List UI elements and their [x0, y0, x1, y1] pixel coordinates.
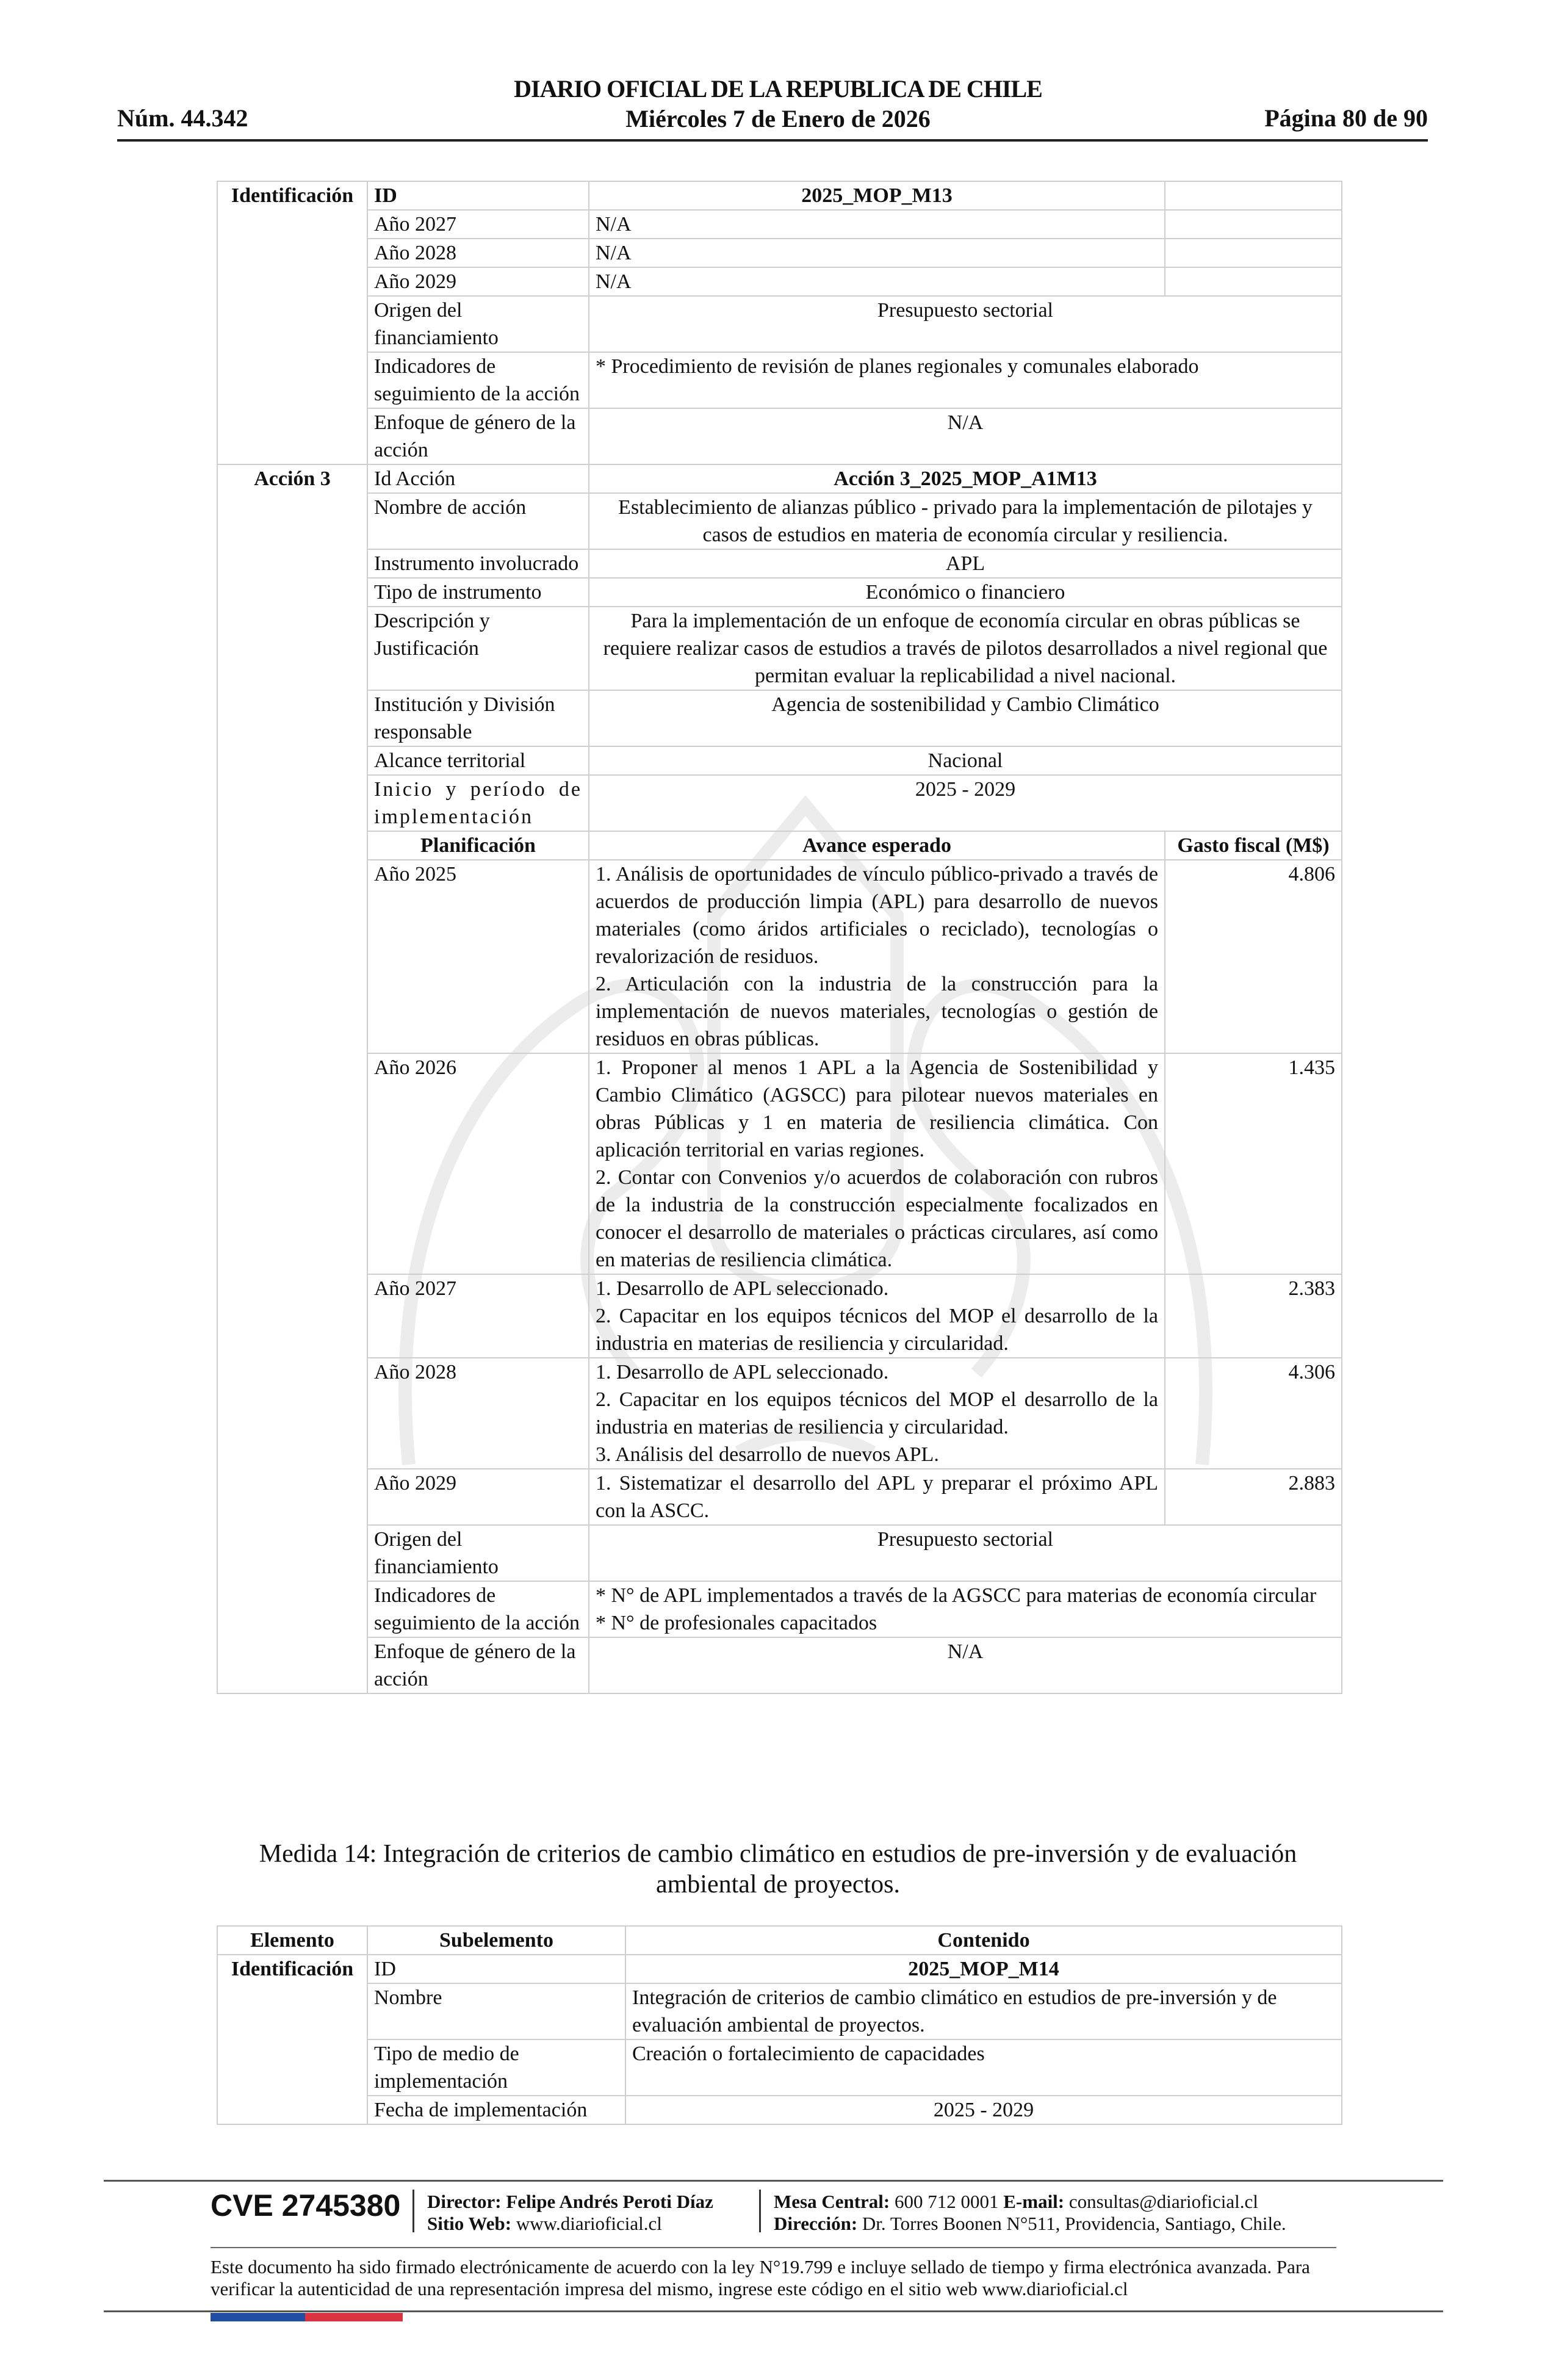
gasto-header: Gasto fiscal (M$) [1165, 831, 1342, 860]
plan-item: 2. Contar con Convenios y/o acuerdos de colaboración con rubros de la industria de la construcción especialmente focalizados en conocer el desarrollo de materiales o prácticas circulares, así como en materias de resiliencia climática. [596, 1166, 1158, 1271]
mesa-line [774, 2191, 1286, 2213]
sitio-label: Sitio Web: [427, 2213, 512, 2234]
medida-14-title: Medida 14: Integración de criterios de cambio climático en estudios de pre-inversión y de evaluación ambiental de proyectos. [259, 1840, 1297, 1899]
descripcion-label: Descripción y Justificación [367, 607, 589, 690]
origen2-label: Origen del financiamiento [367, 1525, 589, 1581]
plan-avance [589, 1274, 1165, 1358]
table-row [217, 831, 1342, 860]
table-row [217, 1469, 1342, 1525]
accion-label: Acción 3 [217, 464, 367, 1693]
tipo-label: Tipo de instrumento [367, 578, 589, 607]
table-row [217, 2096, 1342, 2124]
plan-item: 2. Capacitar en los equipos técnicos del MOP el desarrollo de la industria en materias de resiliencia y circularidad. [596, 1388, 1158, 1438]
empty-cell [217, 352, 367, 408]
id-accion-value: Acción 3_2025_MOP_A1M13 [589, 464, 1342, 493]
tipo-value: Creación o fortalecimiento de capacidades [625, 2039, 1342, 2096]
table-row [217, 493, 1342, 549]
table-row [217, 1053, 1342, 1274]
director-name: Felipe Andrés Peroti Díaz [506, 2191, 713, 2212]
year-label: Año 2029 [367, 267, 589, 296]
inicio-value: 2025 - 2029 [589, 775, 1342, 831]
empty-cell [1165, 210, 1342, 239]
empty-cell [217, 210, 367, 239]
contenido-header: Contenido [625, 1926, 1342, 1955]
publication-date: Miércoles 7 de Enero de 2026 [625, 105, 931, 132]
email-label: E-mail: [1003, 2191, 1065, 2212]
tipo-value: Económico o financiero [589, 578, 1342, 607]
plan-avance [589, 1053, 1165, 1274]
table-row [217, 578, 1342, 607]
institucion-value: Agencia de sostenibilidad y Cambio Climático [589, 690, 1342, 746]
table-row [217, 1955, 1342, 1983]
subelemento-header: Subelemento [367, 1926, 625, 1955]
mesa-value: 600 712 0001 [895, 2191, 999, 2212]
table-row [217, 1581, 1342, 1637]
origen-label: Origen del financiamiento [367, 296, 589, 352]
enfoque-label: Enfoque de género de la acción [367, 408, 589, 464]
plan-year: Año 2029 [367, 1469, 589, 1525]
mesa-label: Mesa Central: [774, 2191, 890, 2212]
plan-gasto: 4.806 [1165, 860, 1342, 1053]
table-row [217, 690, 1342, 746]
plan-year: Año 2025 [367, 860, 589, 1053]
table-row [217, 239, 1342, 267]
table-row [217, 860, 1342, 1053]
table-row [217, 2039, 1342, 2096]
director-line [427, 2191, 713, 2213]
table-row [217, 1358, 1342, 1469]
plan-year: Año 2026 [367, 1053, 589, 1274]
instrumento-label: Instrumento involucrado [367, 549, 589, 578]
indicator-item: * N° de profesionales capacitados [596, 1612, 877, 1634]
cve-code: CVE 2745380 [211, 2188, 401, 2223]
indicator-item: * N° de APL implementados a través de la AGSCC para materias de economía circular [596, 1584, 1317, 1607]
table-row [217, 549, 1342, 578]
table-row [217, 775, 1342, 831]
tipo-label: Tipo de medio de implementación [367, 2039, 625, 2096]
table-row [217, 746, 1342, 775]
medida-13-table [217, 181, 1342, 1694]
publication-title: DIARIO OFICIAL DE LA REPUBLICA DE CHILE [514, 75, 1042, 103]
direccion-label: Dirección: [774, 2213, 858, 2234]
empty-cell [1165, 181, 1342, 210]
id-value: 2025_MOP_M14 [625, 1955, 1342, 1983]
page-number: Página 80 de 90 [1264, 104, 1428, 132]
plan-avance [589, 1358, 1165, 1469]
indicadores2-label: Indicadores de seguimiento de la acción [367, 1581, 589, 1637]
direccion-value: Dr. Torres Boonen N°511, Providencia, Santiago, Chile. [862, 2213, 1286, 2234]
plan-item: 1. Desarrollo de APL seleccionado. [596, 1277, 889, 1300]
nombre-value: Establecimiento de alianzas público - privado para la implementación de pilotajes y casos de estudios en materia de economía circular y resiliencia. [589, 493, 1342, 549]
fecha-label: Fecha de implementación [367, 2096, 625, 2124]
plan-gasto: 2.883 [1165, 1469, 1342, 1525]
table-row [217, 1983, 1342, 2039]
footer-separator [412, 2190, 414, 2232]
nombre-label: Nombre de acción [367, 493, 589, 549]
table-row [217, 267, 1342, 296]
flag-stripe-blue [211, 2313, 305, 2321]
plan-year: Año 2028 [367, 1358, 589, 1469]
empty-cell [217, 267, 367, 296]
footer-divider [211, 2247, 1336, 2248]
year-value: N/A [589, 267, 1165, 296]
plan-avance [589, 1469, 1165, 1525]
plan-item: 1. Sistematizar el desarrollo del APL y preparar el próximo APL con la ASCC. [596, 1472, 1158, 1522]
table-row [217, 181, 1342, 210]
instrumento-value: APL [589, 549, 1342, 578]
plan-item: 3. Análisis del desarrollo de nuevos APL. [596, 1443, 939, 1466]
footer-divider [104, 2180, 1443, 2182]
plan-item: 2. Articulación con la industria de la construcción para la implementación de nuevos materiales, tecnologías o gestión de residuos en obras públicas. [596, 973, 1158, 1050]
id-value: 2025_MOP_M13 [589, 181, 1165, 210]
direccion-line [774, 2213, 1286, 2235]
table-row [217, 607, 1342, 690]
plan-gasto: 1.435 [1165, 1053, 1342, 1274]
flag-stripe-red [305, 2313, 403, 2321]
origen2-value: Presupuesto sectorial [589, 1525, 1342, 1581]
footer-separator [759, 2190, 761, 2232]
director-label: Director: [427, 2191, 502, 2212]
planificacion-header: Planificación [367, 831, 589, 860]
masthead [427, 74, 1129, 133]
header-divider [117, 139, 1428, 142]
plan-year: Año 2027 [367, 1274, 589, 1358]
empty-cell [217, 239, 367, 267]
nombre-value: Integración de criterios de cambio climático en estudios de pre-inversión y de evaluación ambiental de proyectos. [625, 1983, 1342, 2039]
plan-item: 1. Proponer al menos 1 APL a la Agencia de Sostenibilidad y Cambio Climático (AGSCC) para pilotear nuevos materiales en obras Públicas y 1 en materia de resiliencia climática. Con aplicación territorial en varias regiones. [596, 1056, 1158, 1161]
footer-contact-block [774, 2191, 1286, 2235]
table-row [217, 210, 1342, 239]
empty-cell [1165, 239, 1342, 267]
medida-14-table [217, 1925, 1342, 2125]
empty-cell [217, 296, 367, 352]
table-row [217, 352, 1342, 408]
sitio-link[interactable]: www.diarioficial.cl [516, 2213, 662, 2234]
inicio-label: Inicio y período de implementación [367, 775, 589, 831]
plan-item: 1. Análisis de oportunidades de vínculo público-privado a través de acuerdos de producción limpia (APL) para desarrollo de nuevos materiales (como áridos artificiales o reciclado), tecnologías o revalorización de residuos. [596, 863, 1158, 968]
year-value: N/A [589, 210, 1165, 239]
table-row [217, 1274, 1342, 1358]
identificacion-label: Identificación [217, 181, 367, 210]
year-label: Año 2027 [367, 210, 589, 239]
table-row [217, 1525, 1342, 1581]
indicadores-value: * Procedimiento de revisión de planes regionales y comunales elaborado [589, 352, 1342, 408]
id-accion-label: Id Acción [367, 464, 589, 493]
empty-cell [217, 408, 367, 464]
footer-divider [104, 2310, 1443, 2312]
footer-director-block [427, 2191, 713, 2235]
alcance-value: Nacional [589, 746, 1342, 775]
plan-item: 2. Capacitar en los equipos técnicos del MOP el desarrollo de la industria en materias de resiliencia y circularidad. [596, 1305, 1158, 1355]
avance-header: Avance esperado [589, 831, 1165, 860]
table-row [217, 296, 1342, 352]
plan-item: 1. Desarrollo de APL seleccionado. [596, 1361, 889, 1383]
enfoque2-label: Enfoque de género de la acción [367, 1637, 589, 1693]
indicadores-label: Indicadores de seguimiento de la acción [367, 352, 589, 408]
enfoque2-value: N/A [589, 1637, 1342, 1693]
identificacion-label: Identificación [217, 1955, 367, 2124]
id-label: ID [367, 1955, 625, 1983]
plan-gasto: 2.383 [1165, 1274, 1342, 1358]
table-row [217, 408, 1342, 464]
issue-number: Núm. 44.342 [117, 104, 248, 132]
enfoque-value: N/A [589, 408, 1342, 464]
sitio-line [427, 2213, 713, 2235]
elemento-header: Elemento [217, 1926, 367, 1955]
table-row [217, 1637, 1342, 1693]
table-row [217, 464, 1342, 493]
email-link[interactable]: consultas@diarioficial.cl [1068, 2191, 1258, 2212]
alcance-label: Alcance territorial [367, 746, 589, 775]
plan-avance [589, 860, 1165, 1053]
id-label: ID [367, 181, 589, 210]
institucion-label: Institución y División responsable [367, 690, 589, 746]
fecha-value: 2025 - 2029 [625, 2096, 1342, 2124]
origen-value: Presupuesto sectorial [589, 296, 1342, 352]
year-value: N/A [589, 239, 1165, 267]
nombre-label: Nombre [367, 1983, 625, 2039]
legal-notice: Este documento ha sido firmado electrónicamente de acuerdo con la ley N°19.799 e incluye sellado de tiempo y firma electrónica avanzada. Para verificar la autenticidad de una representación impresa del mismo, ingrese este código en el sitio web www.diarioficial.cl [211, 2256, 1310, 2299]
year-label: Año 2028 [367, 239, 589, 267]
plan-gasto: 4.306 [1165, 1358, 1342, 1469]
descripcion-value: Para la implementación de un enfoque de economía circular en obras públicas se requiere realizar casos de estudios a través de pilotos desarrollados a nivel regional que permitan evaluar la replicabilidad a nivel nacional. [589, 607, 1342, 690]
table-row [217, 1926, 1342, 1955]
empty-cell [1165, 267, 1342, 296]
indicadores2-value [589, 1581, 1342, 1637]
